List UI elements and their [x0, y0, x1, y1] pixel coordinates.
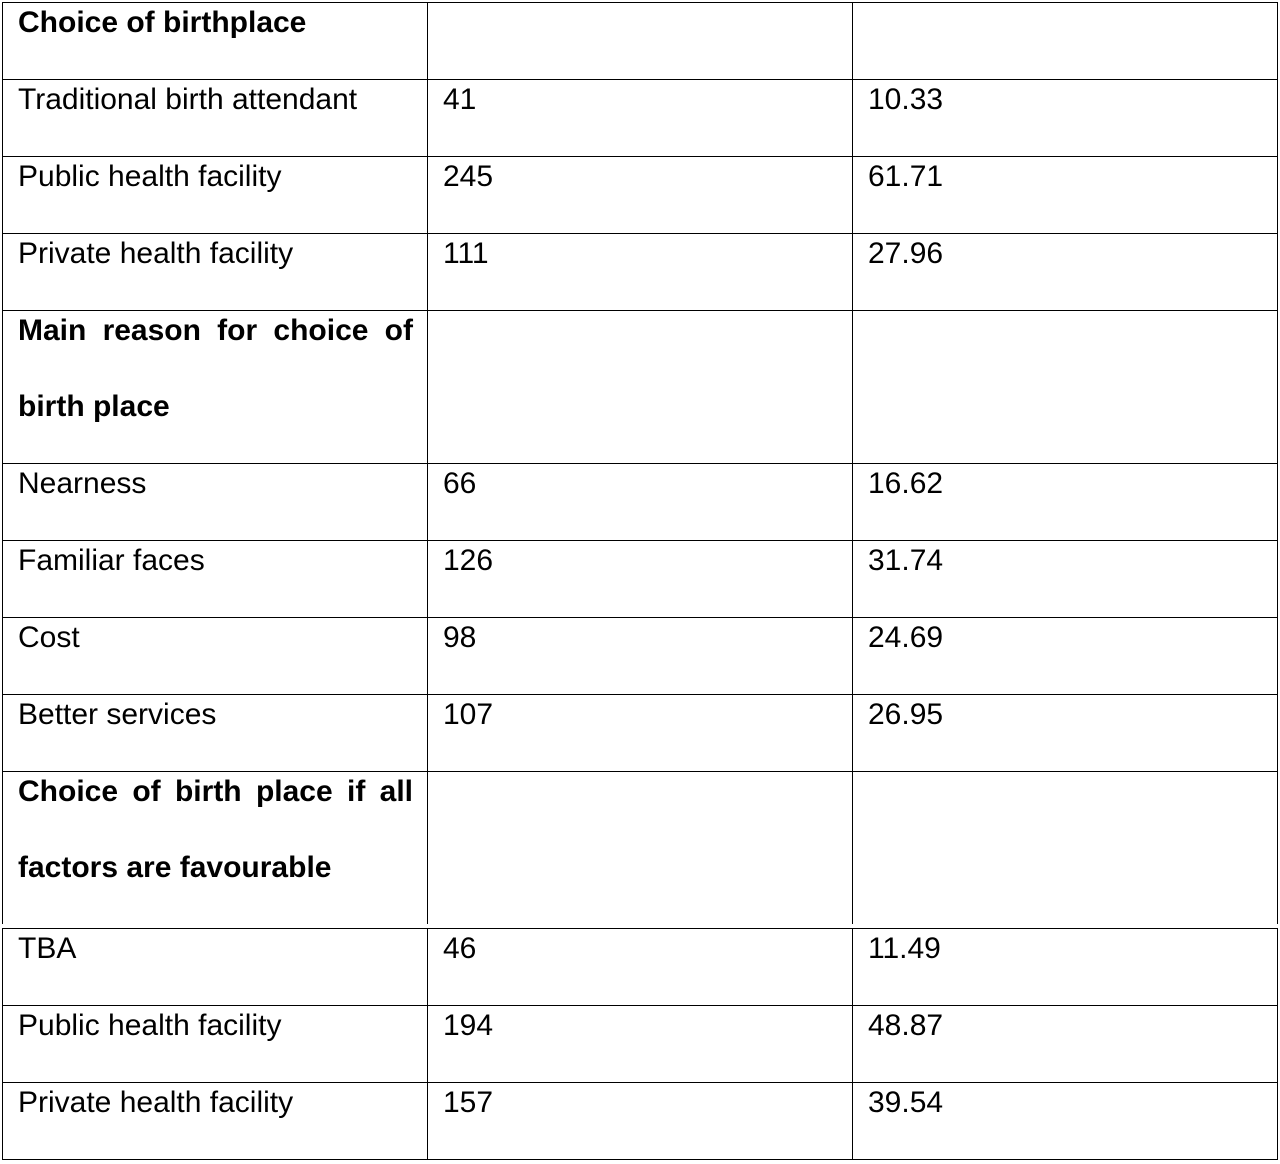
row-count: 107	[443, 698, 494, 731]
label-cell	[3, 929, 428, 1006]
row-count: 46	[443, 932, 477, 965]
row-count: 98	[443, 621, 477, 654]
percent-cell	[853, 157, 1278, 234]
row-percent: 48.87	[868, 1009, 944, 1042]
row-count: 194	[443, 1009, 494, 1042]
percent-cell	[853, 541, 1278, 618]
section-heading-cell	[3, 772, 428, 925]
label-cell	[3, 1083, 428, 1160]
row-percent: 16.62	[868, 467, 944, 500]
row-percent: 24.69	[868, 621, 944, 654]
label-cell	[3, 1006, 428, 1083]
table-row	[3, 80, 1278, 157]
empty-cell	[428, 3, 853, 80]
row-percent: 26.95	[868, 698, 944, 731]
count-cell	[428, 1083, 853, 1160]
label-cell	[3, 80, 428, 157]
empty-cell	[853, 311, 1278, 464]
birthplace-table	[2, 2, 1278, 924]
row-count: 126	[443, 544, 494, 577]
empty-cell	[853, 772, 1278, 925]
row-label: Public health facility	[18, 160, 282, 193]
count-cell	[428, 695, 853, 772]
section-heading: Choice of birthplace	[18, 6, 307, 39]
label-cell	[3, 157, 428, 234]
section-heading-row	[3, 3, 1278, 80]
section-heading: Main reason for choice of birth place	[18, 314, 413, 423]
row-label: Private health facility	[18, 237, 294, 270]
empty-cell	[853, 3, 1278, 80]
label-cell	[3, 618, 428, 695]
count-cell	[428, 157, 853, 234]
count-cell	[428, 541, 853, 618]
table-row	[3, 1006, 1278, 1083]
birthplace-table-continued	[2, 928, 1278, 1160]
section-heading-cell	[3, 3, 428, 80]
table-row	[3, 1083, 1278, 1160]
row-label: Public health facility	[18, 1009, 282, 1042]
count-cell	[428, 929, 853, 1006]
percent-cell	[853, 1083, 1278, 1160]
row-label: Private health facility	[18, 1086, 294, 1119]
row-percent: 61.71	[868, 160, 944, 193]
row-label: Nearness	[18, 467, 147, 500]
row-count: 66	[443, 467, 477, 500]
count-cell	[428, 1006, 853, 1083]
row-percent: 11.49	[868, 932, 941, 965]
empty-cell	[428, 772, 853, 925]
count-cell	[428, 464, 853, 541]
percent-cell	[853, 695, 1278, 772]
table-row	[3, 618, 1278, 695]
count-cell	[428, 234, 853, 311]
label-cell	[3, 541, 428, 618]
percent-cell	[853, 1006, 1278, 1083]
table-row	[3, 157, 1278, 234]
percent-cell	[853, 234, 1278, 311]
row-label: Traditional birth attendant	[18, 83, 358, 116]
percent-cell	[853, 464, 1278, 541]
percent-cell	[853, 929, 1278, 1006]
row-percent: 27.96	[868, 237, 944, 270]
label-cell	[3, 464, 428, 541]
table-row	[3, 464, 1278, 541]
row-label: TBA	[18, 932, 77, 965]
row-count: 157	[443, 1086, 494, 1119]
row-percent: 39.54	[868, 1086, 944, 1119]
section-heading-cell	[3, 311, 428, 464]
row-label: Cost	[18, 621, 80, 654]
table-row	[3, 929, 1278, 1006]
row-label: Better services	[18, 698, 217, 731]
percent-cell	[853, 80, 1278, 157]
empty-cell	[428, 311, 853, 464]
section-heading: Choice of birth place if all factors are favourable	[18, 775, 413, 884]
table-row	[3, 541, 1278, 618]
section-heading-row	[3, 772, 1278, 925]
row-count: 41	[443, 83, 477, 116]
count-cell	[428, 618, 853, 695]
row-count: 111	[443, 237, 489, 270]
row-percent: 31.74	[868, 544, 944, 577]
row-count: 245	[443, 160, 494, 193]
row-percent: 10.33	[868, 83, 944, 116]
percent-cell	[853, 618, 1278, 695]
row-label: Familiar faces	[18, 544, 205, 577]
count-cell	[428, 80, 853, 157]
section-heading-row	[3, 311, 1278, 464]
